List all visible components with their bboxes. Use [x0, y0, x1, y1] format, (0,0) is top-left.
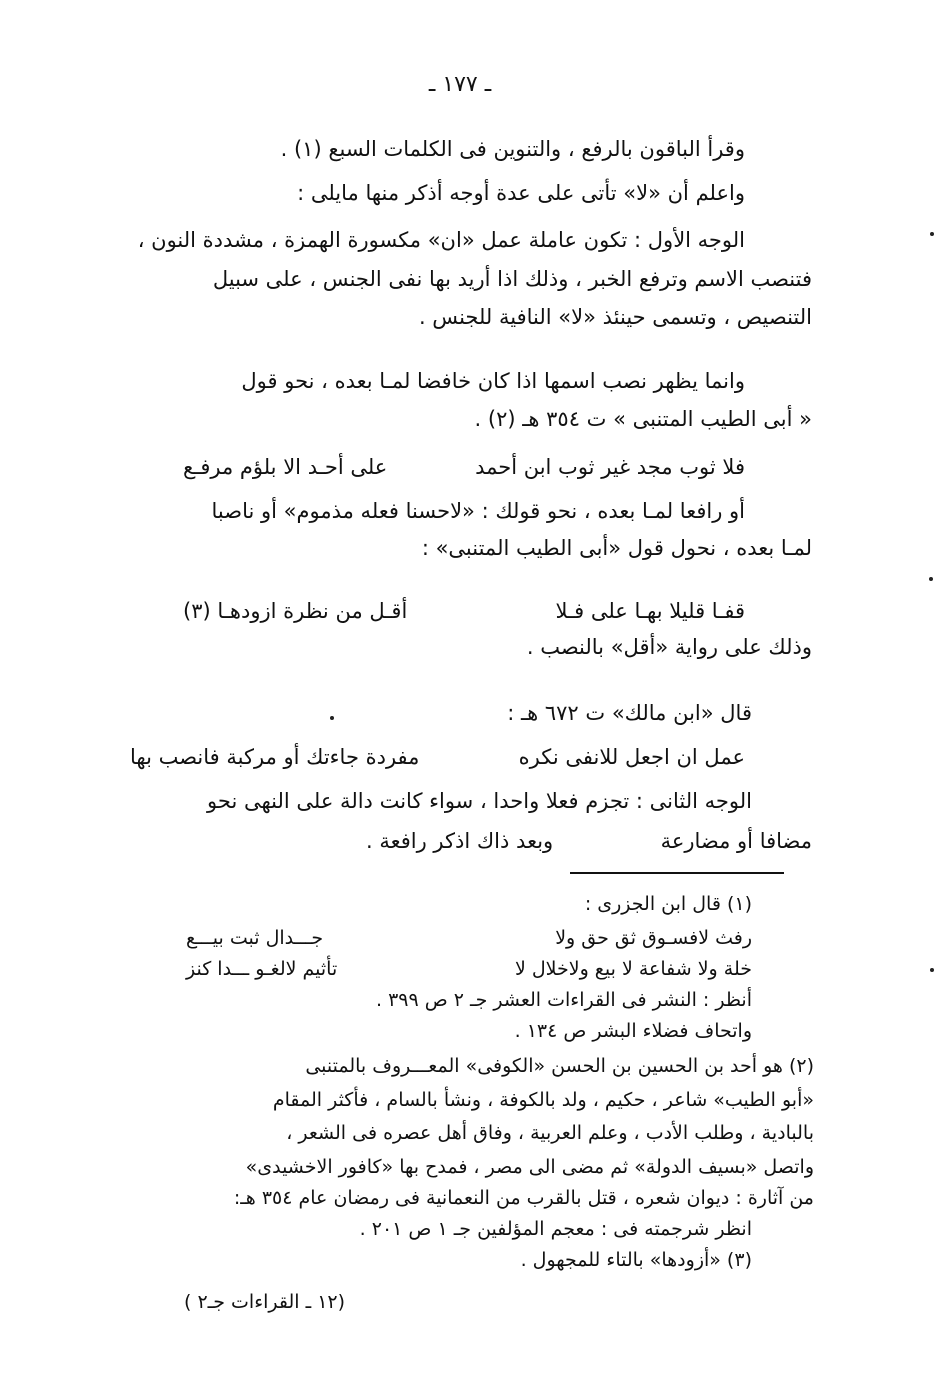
footnote-divider — [570, 872, 784, 874]
footnote-3: (٣) «أزودها» بالتاء للمجهول . — [520, 1249, 752, 1271]
footnote-1-verse-1-first: رفث لافسـوق ثق حق ولا — [555, 927, 752, 949]
verse-3-first-hemistich: عمل ان اجعل للانفى نكره — [518, 745, 745, 769]
footnote-1-verse-2-first: خلة ولا شفاعة لا بيع ولاخلال لا — [514, 958, 752, 980]
footnote-1-heading: (١) قال ابن الجزرى : — [584, 893, 752, 915]
verse-2-first-hemistich: قفـا قليلا بهـا على فـلا — [555, 599, 745, 623]
scan-speck — [929, 577, 933, 581]
body-line-6: وانما يظهر نصب اسمها اذا كان خافضا لمـا بعده ، نحو قول — [241, 369, 745, 393]
footnote-1-verse-1-second: جـــدال ثبت بيـــع — [186, 927, 324, 949]
footnote-2-line-6: انظر شرجمته فى : معجم المؤلفين جـ ١ ص ٢٠١ . — [359, 1218, 752, 1240]
body-line-9: لمـا بعده ، نحول قول «أبى الطيب المتنبى» : — [421, 536, 812, 560]
body-line-8: أو رافعا لمـا بعده ، نحو قولك : «لاحسنا فعله مذموم» أو ناصبا — [211, 499, 745, 523]
footnote-2-line-1: (٢) هو أحد بن الحسين بن الحسن «الكوفى» المعـــروف بالمتنبى — [305, 1055, 814, 1077]
body-line-7: « أبى الطيب المتنبى » ت ٣٥٤ هـ (٢) . — [474, 407, 812, 431]
verse-1-first-hemistich: فلا ثوب مجد غير ثوب ابن أحمد — [475, 455, 745, 479]
footnote-1-line-4: واتحاف فضلاء البشر ص ١٣٤ . — [514, 1020, 752, 1042]
body-line-10: وذلك على رواية «أقل» بالنصب . — [526, 635, 812, 659]
scan-speck — [330, 716, 334, 720]
body-line-5: التنصيص ، وتسمى حينئذ «لا» النافية للجنس . — [418, 305, 812, 329]
footnote-2-line-5: من آثارة : ديوان شعره ، قتل بالقرب من النعمانية فى رمضان عام ٣٥٤ هـ: — [233, 1187, 814, 1209]
verse-3-second-hemistich: مفردة جاءتك أو مركبة فانصب بها — [130, 745, 420, 769]
body-line-3: الوجه الأول : تكون عاملة عمل «ان» مكسورة الهمزة ، مشددة النون ، — [137, 228, 745, 252]
body-line-12: الوجه الثانى : تجزم فعلا واحدا ، سواء كانت دالة على النهى نحو — [207, 789, 752, 813]
signature-mark: (١٢ ـ القراءات جـ٢ ) — [184, 1291, 346, 1313]
body-line-11: قال «ابن مالك» ت ٦٧٢ هـ : — [507, 701, 752, 725]
footnote-2-line-4: واتصل «بسيف الدولة» ثم مضى الى مصر ، فمدح بها «كافور الاخشيدى» — [245, 1156, 814, 1178]
scan-speck — [930, 232, 934, 236]
body-line-13-second: وبعد ذاك اذكر رافعة . — [366, 829, 554, 853]
body-line-4: فتنصب الاسم وترفع الخبر ، وذلك اذا أريد بها نفى الجنس ، على سبيل — [212, 267, 812, 291]
footnote-2-line-3: بالبادية ، وطلب الأدب ، وعلم العربية ، وفاق أهل عصره فى الشعر ، — [286, 1122, 814, 1144]
verse-2-second-hemistich: أقـل من نظرة ازودهـا (٣) — [183, 599, 408, 623]
footnote-1-line-3: أنظر : النشر فى القراءات العشر جـ ٢ ص ٣٩٩ . — [376, 989, 752, 1011]
footnote-1-verse-2-second: تأثيم لالغـو ـــدا كنز — [186, 958, 338, 980]
page-number: ـ ١٧٧ ـ — [428, 72, 492, 97]
body-line-1: وقرأ الباقون بالرفع ، والتنوين فى الكلمات السبع (١) . — [280, 137, 745, 161]
scan-speck — [930, 968, 934, 972]
verse-1-second-hemistich: على أحـد الا بلؤم مرفـع — [183, 455, 388, 479]
footnote-2-line-2: «أبو الطيب» شاعر ، حكيم ، ولد بالكوفة ، ونشأ بالسام ، فأكثر المقام — [272, 1089, 814, 1111]
body-line-13-first: مضافا أو مضارعة — [660, 829, 812, 853]
body-line-2: واعلم أن «لا» تأتى على عدة أوجه أذكر منها مايلى : — [297, 181, 745, 205]
